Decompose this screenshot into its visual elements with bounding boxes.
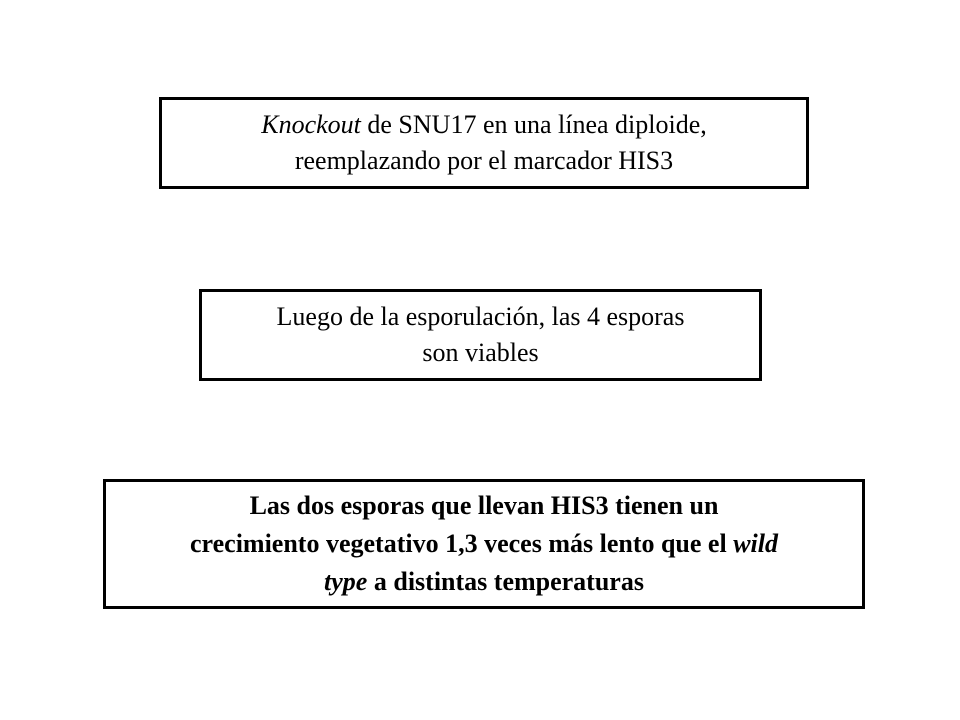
text-fragment: Las dos esporas que llevan HIS3 tienen un [249,491,719,520]
emphasis-type: type [324,567,368,596]
step-text-knockout [261,107,707,179]
step-box-knockout [159,97,809,189]
emphasis-wild: wild [733,529,778,558]
text-fragment: son viables [422,338,539,367]
step-text-growth [190,487,778,601]
step-text-sporulation [277,299,685,371]
step-box-sporulation [199,289,762,381]
text-fragment: de SNU17 en una línea diploide, [360,110,707,139]
step-box-growth [103,479,865,609]
text-fragment: reemplazando por el marcador HIS3 [294,146,674,175]
text-fragment: a distintas temperaturas [367,567,644,596]
text-fragment: crecimiento vegetativo 1,3 veces más lento que el [190,529,734,558]
text-fragment: Luego de la esporulación, las 4 esporas [276,302,685,331]
emphasis-knockout: Knockout [261,110,361,139]
